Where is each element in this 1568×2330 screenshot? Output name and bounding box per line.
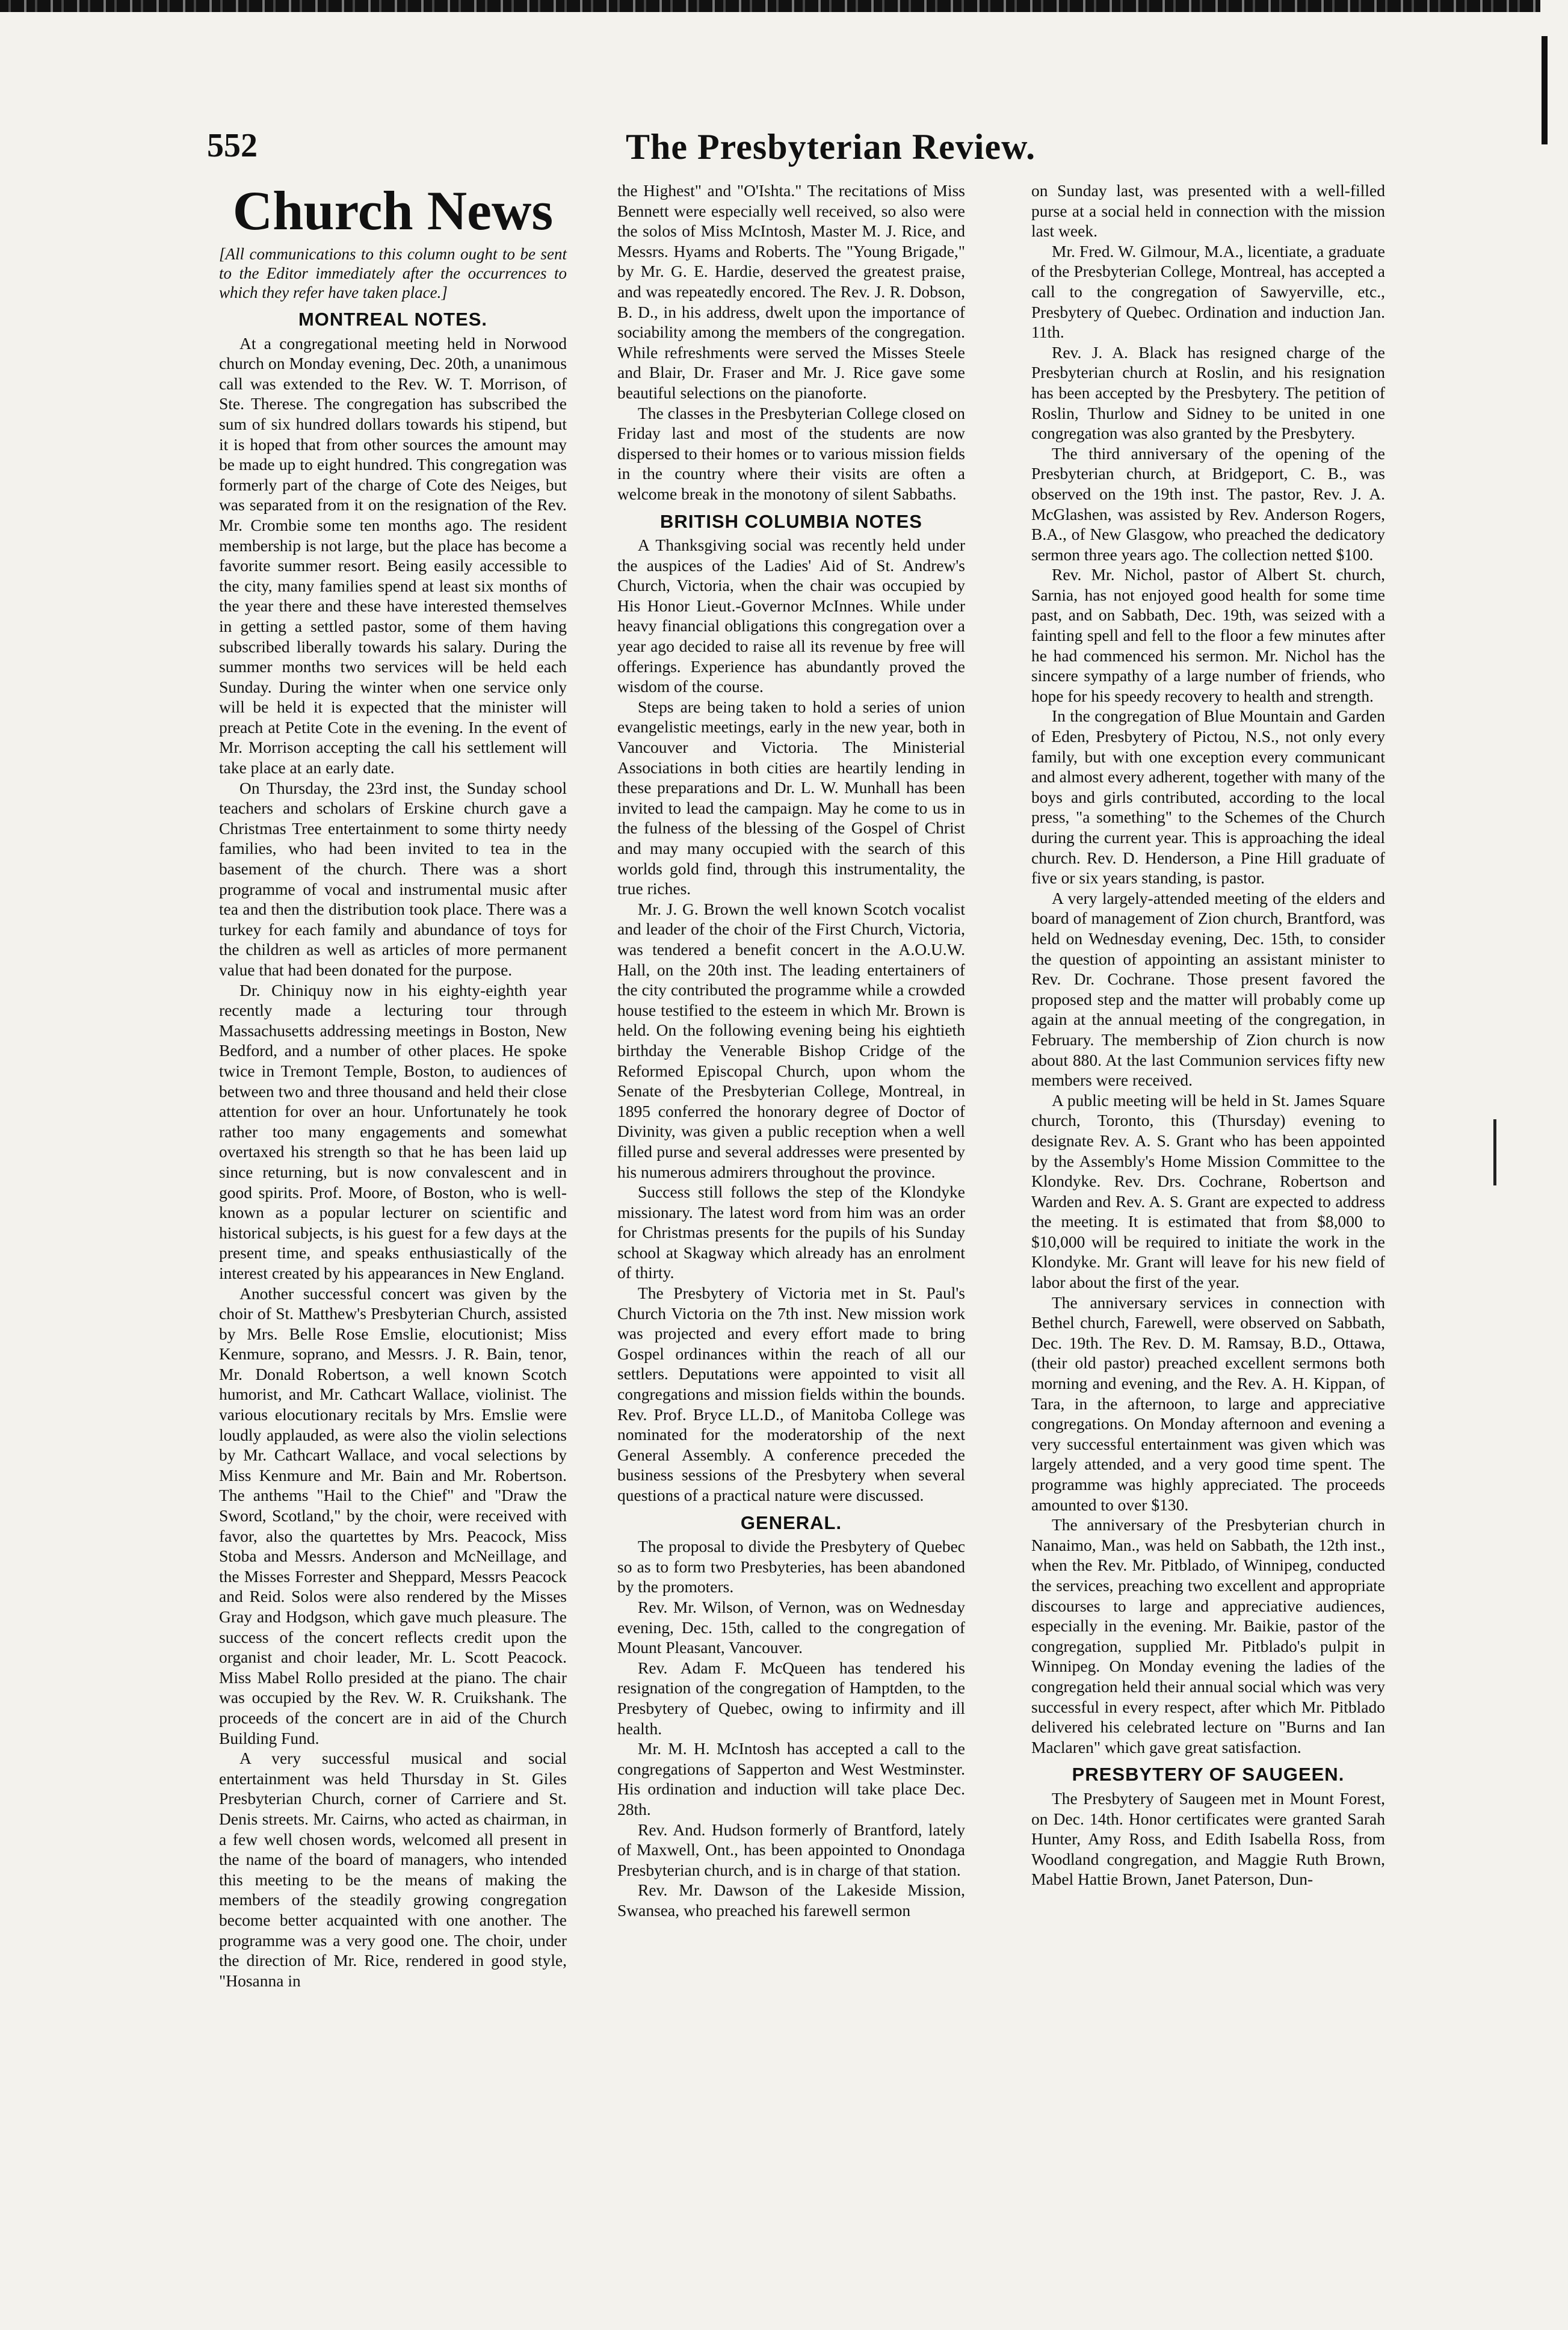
article-paragraph: Another successful concert was given by the choir of St. Matthew's Presbyterian Church, assisted by Mrs. Belle Rose Emslie, elocutionist; Miss Kenmure, soprano, and Messrs. J. R. Bain, tenor, Mr. Donald Robertson, a well known Scotch humorist, and Mr. Cathcart Wallace, violinist. The various elocutionary recitals by Mrs. Emslie were loudly applauded, as were also the violin selections by Mr. Cathcart Wallace, and vocal selections by Miss Kenmure and Mr. Bain and Mr. Robertson. The anthems "Hail to the Chief" and "Draw the Sword, Scotland," by the choir, were received with favor, also the quartettes by Mrs. Peacock, Miss Stoba and Messrs. Anderson and McNeillage, and the Misses Forrester and Sheppard, Messrs Peacock and Reid. Solos were also rendered by the Misses Gray and Hodgson, which gave much pleasure. The success of the concert reflects credit upon the organist and choir leader, Mr. L. Scott Peacock. Miss Mabel Rollo presided at the piano. The chair was occupied by the Rev. W. R. Cruikshank. The proceeds of the concert are in aid of the Church Building Fund. [219,1284,567,1748]
scan-edge-mark [1542,36,1548,144]
heading-presbytery-of-saugeen: PRESBYTERY OF SAUGEEN. [1072,1764,1345,1785]
article-paragraph: The Presbytery of Saugeen met in Mount Forest, on Dec. 14th. Honor certificates were granted Sarah Hunter, Amy Ross, and Edith Isabella Ross, from Woodland congregation, and Maggie Ruth Brown, Mabel Hattie Brown, Janet Paterson, Dun- [1031,1788,1385,1889]
article-paragraph: The classes in the Presbyterian College closed on Friday last and most of the students are now dispersed to their homes or to various mission fields in the country where their visits are often a welcome break in the monotony of silent Sabbaths. [617,403,965,503]
heading-montreal-notes: MONTREAL NOTES. [298,309,488,330]
running-head: The Presbyterian Review. [626,127,1036,167]
article-paragraph: Dr. Chiniquy now in his eighty-eighth year recently made a lecturing tour through Massachusetts addressing meetings in Boston, New Bedford, and a number of other places. He spoke twice in Tremont Temple, Boston, to audiences of between two and three thousand and held their close attention for over an hour. Unfortunately he took rather too many engagements and somewhat overtaxed his strength so that he has been laid up since returning, but is now convalescent and in good spirits. Prof. Moore, of Boston, who is well-known as a popular lecturer on scientific and historical subjects, is his guest for a few days at the present time, and speaks enthusiastically of the interest created by his appearances in New England. [219,980,567,1282]
column-3 [1031,181,1385,1890]
article-paragraph: Rev. Mr. Dawson of the Lakeside Mission, Swansea, who preached his farewell sermon [617,1880,965,1920]
article-paragraph: On Thursday, the 23rd inst, the Sunday school teachers and scholars of Erskine church gave a Christmas Tree entertainment to some thirty needy families, who had been invited to tea in the basement of the church. There was a short programme of vocal and instrumental music after tea and then the distribution took place. There was a turkey for each family and abundance of toys for the children as well as articles of more permanent value that had been donated for the purpose. [219,778,567,979]
article-paragraph: The third anniversary of the opening of the Presbyterian church, at Bridgeport, C. B., was observed on the 19th inst. The pastor, Rev. J. A. McGlashen, was assisted by Rev. Anderson Rogers, B.A., of New Glasgow, who preached the dedicatory sermon three years ago. The collection netted $100. [1031,443,1385,564]
heading-british-columbia-notes: BRITISH COLUMBIA NOTES [660,510,922,532]
page-number: 552 [207,127,258,164]
article-paragraph: Mr. Fred. W. Gilmour, M.A., licentiate, a graduate of the Presbyterian College, Montreal, has accepted a call to the congregation of Sawyerville, etc., Presbytery of Quebec. Ordination and induction Jan. 11th. [1031,241,1385,342]
article-paragraph: Rev. Mr. Wilson, of Vernon, was on Wednesday evening, Dec. 15th, called to the congregation of Mount Pleasant, Vancouver. [617,1597,965,1657]
article-paragraph: The proposal to divide the Presbytery of Quebec so as to form two Presbyteries, has been abandoned by the promoters. [617,1537,965,1596]
article-paragraph: Rev. And. Hudson formerly of Brantford, lately of Maxwell, Ont., has been appointed to Onondaga Presbyterian church, and is in charge of that station. [617,1820,965,1879]
scan-top-border [0,0,1540,12]
article-paragraph: Rev. J. A. Black has resigned charge of the Presbyterian church at Roslin, and his resignation has been accepted by the Presbytery. The petition of Roslin, Thurlow and Sidney to be united in one congregation was also granted by the Presbytery. [1031,342,1385,443]
article-paragraph: A very largely-attended meeting of the elders and board of management of Zion church, Brantford, was held on Wednesday evening, Dec. 15th, to consider the question of appointing an assistant minister to Rev. Dr. Cochrane. Those present favored the proposed step and the matter will probably come up again at the annual meeting of the congregation, in February. The membership of Zion church is now about 880. At the last Communion services fifty new members were received. [1031,888,1385,1090]
article-paragraph: The anniversary of the Presbyterian church in Nanaimo, Man., was held on Sabbath, the 12th inst., when the Rev. Mr. Pitblado, of Winnipeg, conducted the services, preaching two excellent and appropriate discourses to large and appreciative audiences, especially in the evening. Mr. Baikie, pastor of the congregation, supplied Mr. Pitblado's pulpit in Winnipeg. On Monday evening the ladies of the congregation held their annual social which was very successful in every respect, after which Mr. Pitblado delivered his celebrated lecture on "Burns and Ian Maclaren" which gave great satisfaction. [1031,1515,1385,1757]
article-paragraph: In the congregation of Blue Mountain and Garden of Eden, Presbytery of Pictou, N.S., not only every family, but with one exception every communicant and almost every adherent, together with many of the boys and girls contributed, according to the local press, "a something" to the Schemes of the Church during the current year. This is approaching the ideal church. Rev. D. Henderson, a Pine Hill graduate of five or six years standing, is pastor. [1031,706,1385,888]
article-paragraph: on Sunday last, was presented with a well-filled purse at a social held in connection with the mission last week. [1031,181,1385,241]
article-paragraph: A Thanksgiving social was recently held under the auspices of the Ladies' Aid of St. Andrew's Church, Victoria, when the chair was occupied by His Honor Lieut.-Governor McInnes. While under heavy financial obligations this congregation over a year ago decided to raise all its revenue by free will offerings. Experience has abundantly proved the wisdom of the course. [617,536,965,696]
article-paragraph: Steps are being taken to hold a series of union evangelistic meetings, early in the new year, both in Vancouver and Victoria. The Ministerial Associations in both cities are heartily lending in these preparations and Dr. L. W. Munhall has been invited to lead the campaign. May he come to us in the fulness of the blessing of the Gospel of Christ and may many occupied with the search of this worlds gold find, through this instrumentality, the true riches. [617,697,965,898]
article-paragraph: Mr. J. G. Brown the well known Scotch vocalist and leader of the choir of the First Church, Victoria, was tendered a benefit concert in the A.O.U.W. Hall, on the 20th inst. The leading entertainers of the city contributed the programme while a crowded house testified to the esteem in which Mr. Brown is held. On the following evening being his eightieth birthday the Venerable Bishop Cridge of the Reformed Episcopal Church, upon whom the Senate of the Presbyterian College, Montreal, in 1895 conferred the honorary degree of Doctor of Divinity, was given a public reception when a well filled purse and several addresses were presented by his numerous admirers throughout the province. [617,899,965,1181]
article-paragraph: The Presbytery of Victoria met in St. Paul's Church Victoria on the 7th inst. New mission work was projected and every effort made to bring Gospel ordinances within the reach of all our settlers. Deputations were appointed to visit all congregations and mission fields within the bounds. Rev. Prof. Bryce LL.D., of Manitoba College was nominated for the moderatorship of the next General Assembly. A conference preceded the business sessions of the Presbytery when several questions of a practical nature were discussed. [617,1284,965,1504]
article-paragraph: At a congregational meeting held in Norwood church on Monday evening, Dec. 20th, a unanimous call was extended to the Rev. W. T. Morrison, of Ste. Therese. The congregation has subscribed the sum of six hundred dollars towards his stipend, but it is hoped that from other sources the amount may be made up to eight hundred. This congregation was formerly part of the charge of Cote des Neiges, but was separated from it on the resignation of the Rev. Mr. Crombie some ten months ago. The resident membership is not large, but the place has become a favorite summer resort. Being easily accessible to the city, many families spend at least six months of the year there and these have interested themselves in getting a settled pastor, some of them having subscribed liberally towards his salary. During the summer months two services will be held each Sunday. During the winter when one service only will be held it is expected that the minister will preach at Petite Cote in the evening. In the event of Mr. Morrison accepting the call his settlement will take place at an early date. [219,333,567,777]
masthead-church-news: Church News [232,180,554,241]
article-paragraph: A public meeting will be held in St. James Square church, Toronto, this (Thursday) evening to designate Rev. A. S. Grant who has been appointed by the Assembly's Home Mission Committee to the Klondyke. Rev. Drs. Cochrane, Robertson and Warden and Rev. A. S. Grant are expected to address the meeting. It is estimated that from $8,000 to $10,000 will be required to initiate the work in the Klondyke. Mr. Grant will leave for his new field of labor about the first of the year. [1031,1090,1385,1292]
column-2 [617,181,965,1920]
margin-mark [1493,1119,1496,1185]
heading-general: GENERAL. [740,1512,842,1533]
article-paragraph: Rev. Mr. Nichol, pastor of Albert St. church, Sarnia, has not enjoyed good health for some time past, and on Sabbath, Dec. 19th, was seized with a fainting spell and fell to the floor a few minutes after he had commenced his sermon. Mr. Nichol has the sincere sympathy of a large number of friends, who hope for his speedy recovery to health and strength. [1031,565,1385,705]
article-paragraph: The anniversary services in connection with Bethel church, Farewell, were observed on Sabbath, Dec. 19th. The Rev. D. M. Ramsay, B.D., Ottawa, (their old pastor) preached excellent sermons both morning and evening, and the Rev. A. H. Kippan, of Tara, in the afternoon, to large and appreciative congregations. On Monday afternoon and evening a very successful entertainment was given which was largely attended, and a very good time spent. The programme was highly appreciated. The proceeds amounted to over $130. [1031,1293,1385,1514]
article-paragraph: the Highest" and "O'Ishta." The recitations of Miss Bennett were especially well received, so also were the solos of Miss McIntosh, Master M. J. Rice, and Messrs. Hyams and Roberts. The "Young Brigade," by Mr. G. E. Hardie, deserved the greatest praise, and was repeatedly encored. The Rev. J. R. Dobson, B. D., in his address, dwelt upon the importance of sociability among the members of the congregation. While refreshments were served the Misses Steele and Blair, Dr. Fraser and Mr. J. Rice gave some beautiful selections on the pianoforte. [617,181,965,402]
article-paragraph: A very successful musical and social entertainment was held Thursday in St. Giles Presbyterian Church, corner of Carriere and St. Denis streets. Mr. Cairns, who acted as chairman, in a few well chosen words, welcomed all present in the name of the board of managers, who intended this meeting to be the means of making the members of the steadily growing congregation become better acquainted with one another. The programme was a very good one. The choir, under the direction of Mr. Rice, rendered in good style, "Hosanna in [219,1749,567,1990]
article-paragraph: Success still follows the step of the Klondyke missionary. The latest word from him was an order for Christmas presents for the pupils of his Sunday school at Skagway which already has an enrolment of thirty. [617,1182,965,1282]
column-1 [219,181,567,1991]
article-paragraph: Rev. Adam F. McQueen has tendered his resignation of the congregation of Hamptden, to the Presbytery of Quebec, owing to infirmity and ill health. [617,1658,965,1738]
article-paragraph: Mr. M. H. McIntosh has accepted a call to the congregations of Sapperton and West Westminster. His ordination and induction will take place Dec. 28th. [617,1739,965,1819]
editorial-note: [All communications to this column ought to be sent to the Editor immediately after the occurrences to which they refer have taken place.] [219,245,567,301]
